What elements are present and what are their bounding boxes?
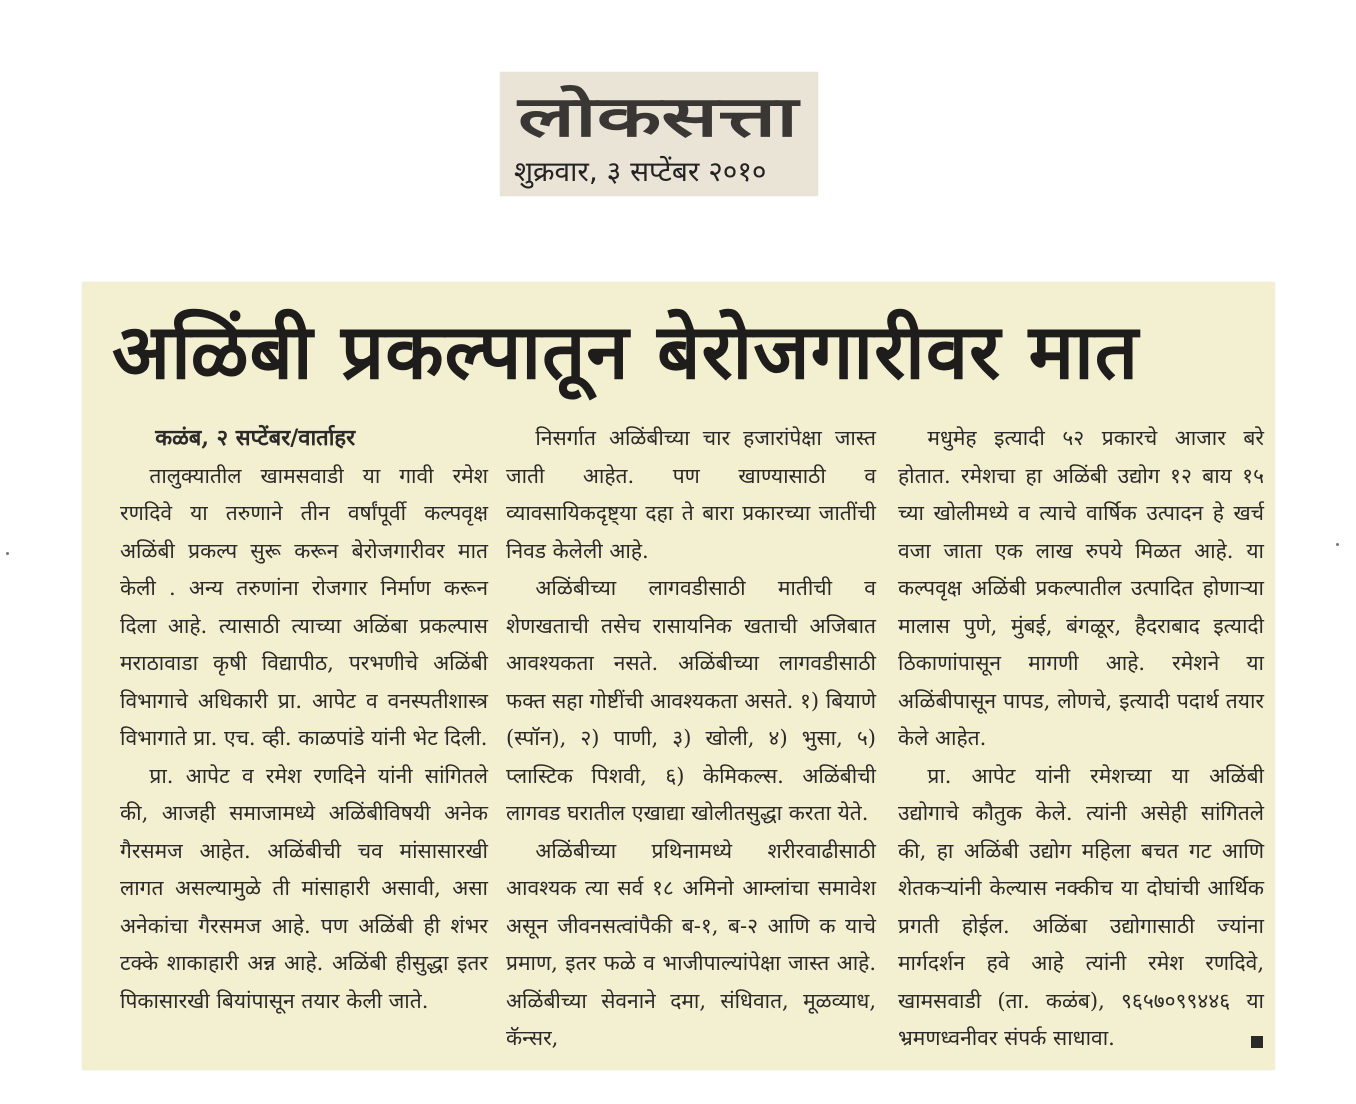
article-column-3 bbox=[898, 420, 1264, 1058]
logo-text: लोकसत्ता bbox=[518, 85, 705, 148]
article-headline: अळिंबी प्रकल्पातून बेरोजगारीवर मात bbox=[112, 307, 1140, 396]
paragraph: अळिंबीच्या लागवडीसाठी मातीची व शेणखताची तसेच रासायनिक खताची अजिबात आवश्यकता नसते. अळिंबीच्या लागवडीसाठी फक्त सहा गोष्टींची आवश्यकता असते. १) बियाणे (स्पॉन), २) पाणी, ३) खोली, ४) भुसा, ५) प्लास्टिक पिशवी, ६) केमिकल्स. अळिंबीची लागवड घरातील एखाद्या खोलीतसुद्धा करता येते. bbox=[506, 576, 877, 825]
article-clipping bbox=[82, 282, 1275, 1070]
paragraph: मधुमेह इत्यादी ५२ प्रकारचे आजार बरे होतात. रमेशचा हा अळिंबी उद्योग १२ बाय १५ च्या खोलीमध्ये व त्याचे वार्षिक उत्पादन हे खर्च वजा जाता एक लाख रुपये मिळत आहे. या कल्पवृक्ष अळिंबी प्रकल्पातील उत्पादित होणाऱ्या मालास पुणे, मुंबई, बंगळूर, हैदराबाद इत्यादी ठिकाणांपासून मागणी आहे. रमेशने या अळिंबीपासून पापड, लोणचे, इत्यादी पदार्थ तयार केले आहेत. bbox=[898, 426, 1264, 750]
publication-date: शुक्रवार, ३ सप्टेंबर २०१० bbox=[514, 155, 767, 188]
masthead-clipping bbox=[500, 72, 818, 196]
article-column-1 bbox=[120, 420, 488, 1020]
paragraph: निसर्गात अळिंबीच्या चार हजारांपेक्षा जास्त जाती आहेत. पण खाण्यासाठी व व्यावसायिकदृष्ट्या दहा ते बारा प्रकारच्या जातींची निवड केलेली आहे. bbox=[506, 426, 876, 563]
paragraph: प्रा. आपेट यांनी रमेशच्या या अळिंबी उद्योगाचे कौतुक केले. त्यांनी असेही सांगितले की, हा अळिंबी उद्योग महिला बचत गट आणि शेतकऱ्यांनी केल्यास नक्कीच या दोघांची आर्थिक प्रगती होईल. अळिंबा उद्योगासाठी ज्यांना मार्गदर्शन हवे आहे त्यांनी रमेश रणदिवे, खामसवाडी (ता. कळंब), ९६५७०९९४४६ या भ्रमणध्वनीवर संपर्क साधावा. bbox=[898, 763, 1264, 1050]
paragraph: प्रा. आपेट व रमेश रणदिने यांनी सांगितले की, आजही समाजामध्ये अळिंबीविषयी अनेक गैरसमज आहेत. अळिंबीची चव मांसासारखी लागत असल्यामुळे ती मांसाहारी असावी, असा अनेकांचा गैरसमज आहे. पण अळिंबी ही शंभर टक्के शाकाहारी अन्न आहे. अळिंबी हीसुद्धा इतर पिकासारखी बियांपासून तयार केली जाते. bbox=[120, 763, 488, 1013]
end-of-article-mark bbox=[1251, 1036, 1263, 1048]
scan-speck bbox=[6, 552, 9, 555]
newspaper-logo bbox=[514, 78, 804, 148]
paragraph: तालुक्यातील खामसवाडी या गावी रमेश रणदिवे या तरुणाने तीन वर्षांपूर्वी कल्पवृक्ष अळिंबी प्रकल्प सुरू करून बेरोजगारीवर मात केली . अन्य तरुणांना रोजगार निर्माण करून दिला आहे. त्यासाठी त्याच्या अळिंबा प्रकल्पास मराठावाडा कृषी विद्यापीठ, परभणीचे अळिंबी विभागाचे अधिकारी प्रा. आपेट व वनस्पतीशास्त्र विभागाते प्रा. एच. व्ही. काळपांडे यांनी भेट दिली. bbox=[120, 463, 488, 750]
scan-speck bbox=[1336, 543, 1339, 546]
article-dateline: कळंब, २ सप्टेंबर/वार्ताहर bbox=[155, 425, 356, 451]
paragraph: अळिंबीच्या प्रथिनामध्ये शरीरवाढीसाठी आवश्यक त्या सर्व १८ अमिनो आम्लांचा समावेश असून जीवनसत्वांपैकी ब-१, ब-२ आणि क याचे प्रमाण, इतर फळे व भाजीपाल्यांपेक्षा जास्त आहे. अळिंबीच्या सेवनाने दमा, संधिवात, मूळव्याध, कॅन्सर, bbox=[506, 838, 876, 1050]
article-column-2 bbox=[506, 420, 876, 1058]
